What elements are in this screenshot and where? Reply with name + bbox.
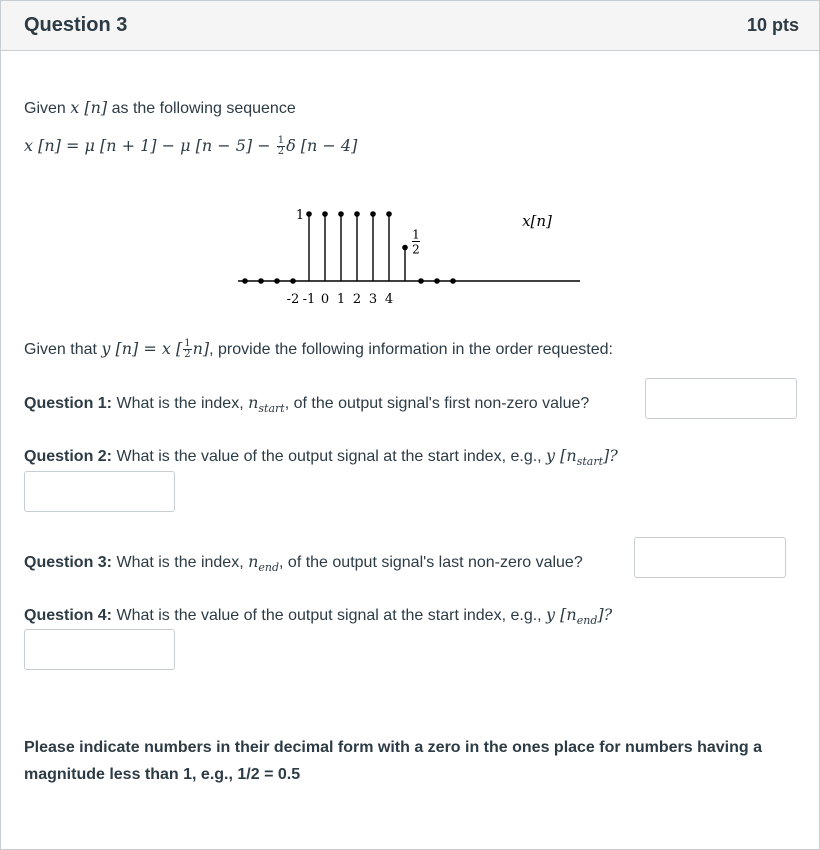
question-1-text <box>24 393 589 415</box>
intro-var: x [n] <box>70 98 108 117</box>
stem-marker <box>354 211 360 217</box>
frac-den: 2 <box>277 146 285 158</box>
question-1-pre: What is the index, <box>112 395 249 412</box>
given-y-text <box>24 339 613 360</box>
stem-marker <box>306 211 312 217</box>
question-4-var: y [n <box>546 605 577 624</box>
given-y-fraction <box>183 339 191 360</box>
intro-post: as the following sequence <box>107 100 296 117</box>
question-4-post: ]? <box>597 605 613 624</box>
tick-label: 1 <box>336 292 346 307</box>
tick-label: 4 <box>384 292 394 307</box>
answer-4-input[interactable] <box>24 629 175 670</box>
instructions-note: Please indicate numbers in their decimal form with a zero in the ones place for numbers having a magnitude less than 1, e.g., 1/2 = 0.5 <box>24 739 762 783</box>
tick-label: -1 <box>302 292 316 307</box>
question-2-var: y [n <box>546 446 577 465</box>
stem-marker <box>242 278 248 284</box>
chart-title: x[n] <box>522 212 552 230</box>
given-y-post: , provide the following information in the order requested: <box>209 341 613 358</box>
question-title: Question 3 <box>24 14 128 36</box>
stem-plot <box>230 200 590 315</box>
question-2-post: ]? <box>603 446 618 465</box>
stem-marker <box>418 278 424 284</box>
question-1-post: , of the output signal's first non-zero value? <box>284 395 590 412</box>
given-y-pre: Given that <box>24 341 102 358</box>
question-header <box>1 1 819 51</box>
tick-label: 0 <box>320 292 330 307</box>
given-y-frac-num: 1 <box>184 338 191 350</box>
stem-marker <box>322 211 328 217</box>
value-label-half-den: 2 <box>412 242 420 257</box>
stem-marker <box>450 278 456 284</box>
answer-2-input[interactable] <box>24 471 175 512</box>
stem-marker <box>338 211 344 217</box>
question-3-var: n <box>248 552 259 571</box>
value-label-half-num: 1 <box>412 227 420 242</box>
question-3-label: Question 3: <box>24 554 113 571</box>
tick-label: 3 <box>368 292 378 307</box>
equation-half-fraction <box>277 136 285 157</box>
answer-3-input[interactable] <box>634 537 786 578</box>
sequence-equation <box>24 136 357 157</box>
question-2-label: Question 2: <box>24 448 113 465</box>
question-2-sub: start <box>576 455 604 469</box>
given-y-rhs: n] <box>192 339 210 358</box>
stem-marker <box>290 278 296 284</box>
question-4-pre: What is the value of the output signal at the start index, e.g., <box>112 607 547 624</box>
given-y-lhs: y [n] = x [ <box>101 339 183 358</box>
question-4-sub: end <box>576 614 598 628</box>
equation-tail: δ [n − 4] <box>286 136 358 155</box>
stem-marker <box>434 278 440 284</box>
intro-pre: Given <box>24 100 71 117</box>
tick-label: 2 <box>352 292 362 307</box>
given-y-frac-den: 2 <box>184 349 191 361</box>
stem-marker <box>258 278 264 284</box>
answer-1-input[interactable] <box>645 378 797 419</box>
question-3-post: , of the output signal's last non-zero value? <box>279 554 583 571</box>
stem-marker <box>370 211 376 217</box>
question-4-text <box>24 605 612 627</box>
value-label-one: 1 <box>295 208 305 223</box>
intro-text <box>24 98 296 118</box>
question-1-label: Question 1: <box>24 395 113 412</box>
stem-marker <box>386 211 392 217</box>
frac-num: 1 <box>277 135 285 147</box>
stem-marker <box>402 245 408 251</box>
question-3-text <box>24 552 583 574</box>
stem-marker <box>274 278 280 284</box>
question-2-text <box>24 446 618 468</box>
question-4-label: Question 4: <box>24 607 113 624</box>
equation-lhs: x [n] = μ [n + 1] − μ [n − 5] − <box>24 136 276 155</box>
question-3-pre: What is the index, <box>112 554 249 571</box>
question-3-sub: end <box>258 561 280 575</box>
tick-label: -2 <box>286 292 300 307</box>
question-1-var: n <box>248 393 259 412</box>
question-1-sub: start <box>258 402 285 416</box>
question-2-pre: What is the value of the output signal at the start index, e.g., <box>112 448 547 465</box>
question-points: 10 pts <box>746 15 799 35</box>
